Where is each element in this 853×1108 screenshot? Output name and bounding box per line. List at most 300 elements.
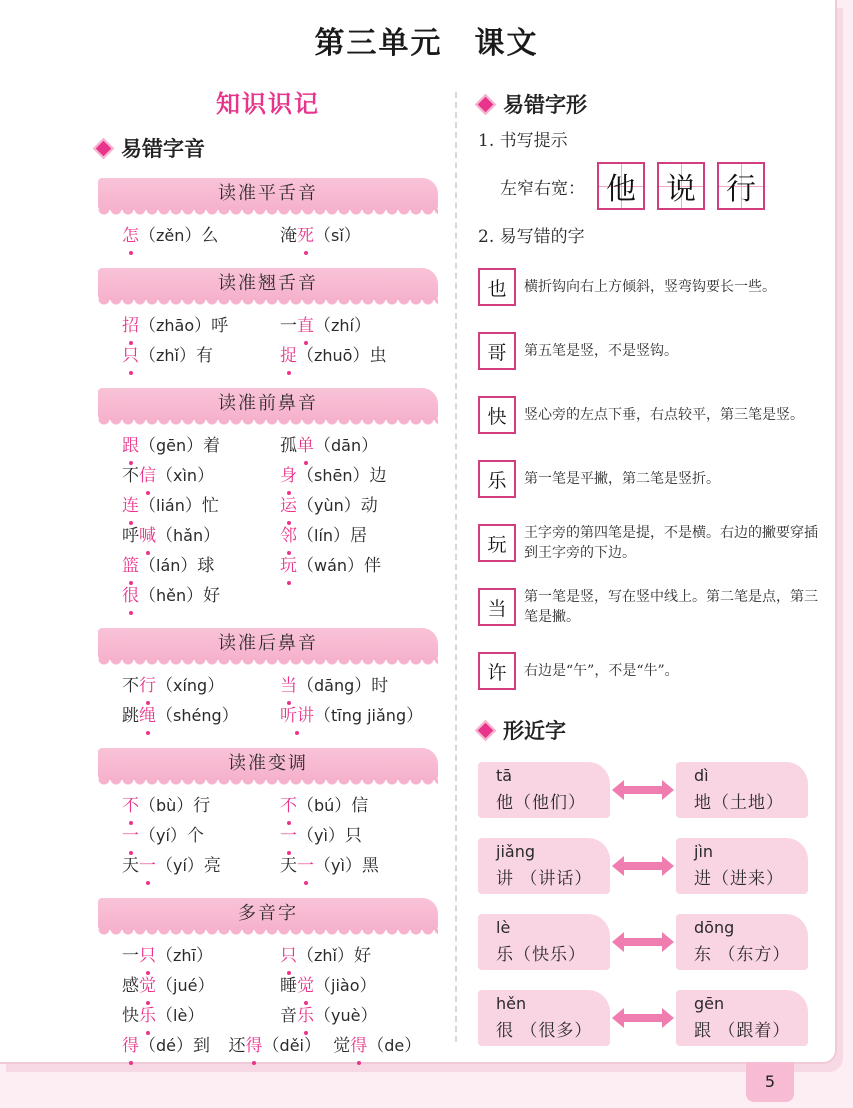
open-paren: （: [139, 225, 156, 246]
item-pinyin: zhǐ: [156, 345, 179, 365]
wide-char-box: 说: [657, 162, 705, 210]
item-suffix: 亮: [203, 855, 221, 876]
item-prefix: 觉: [333, 1035, 351, 1056]
close-paren: ）: [359, 975, 377, 996]
similar-card-left: [478, 838, 610, 894]
open-paren: （: [262, 1035, 280, 1056]
item-prefix: 音: [280, 1005, 297, 1026]
item-highlight: 当: [280, 675, 297, 696]
pron-item: [122, 461, 280, 486]
similar-pair: [478, 990, 828, 1046]
close-paren: ）: [327, 825, 345, 846]
pron-item: [122, 491, 280, 516]
pron-row: [122, 968, 438, 998]
close-paren: ）: [354, 675, 372, 696]
group-band: 读准平舌音: [98, 178, 438, 210]
item-prefix: 快: [122, 1005, 139, 1026]
item-pinyin: shéng: [173, 705, 222, 725]
pron-row: [122, 1028, 438, 1058]
item-pinyin: zhuō: [314, 345, 353, 365]
close-paren: ）: [197, 975, 215, 996]
item-highlight: 不: [280, 795, 297, 816]
similar-pair: [478, 762, 828, 818]
pron-row: [122, 428, 438, 458]
item-suffix: 边: [369, 465, 387, 486]
tip-char-box: 哥: [478, 332, 516, 370]
item-pinyin: dé: [156, 1035, 176, 1055]
item-highlight: 行: [139, 675, 156, 696]
pron-item: [280, 221, 438, 246]
tip-row: [478, 262, 828, 312]
tip-row: [478, 390, 828, 440]
mistake-tips: [478, 262, 828, 696]
pronunciation-groups: [98, 178, 438, 1068]
open-paren: （: [314, 435, 331, 456]
pronunciation-heading-label: 易错字音: [121, 137, 205, 161]
item-prefix: 不: [122, 675, 139, 696]
item-prefix: 一: [122, 945, 139, 966]
close-paren: ）: [221, 705, 239, 726]
similar-card-right: [676, 838, 808, 894]
close-paren: ）: [176, 1035, 193, 1056]
diamond-icon: [475, 93, 496, 114]
close-paren: ）: [180, 555, 198, 576]
item-pinyin: zhǐ: [314, 945, 337, 965]
group-band: 读准翘舌音: [98, 268, 438, 300]
close-paren: ）: [353, 315, 371, 336]
pron-item: [280, 941, 438, 966]
item-pinyin: gēn: [156, 435, 187, 455]
item-highlight: 一: [297, 855, 314, 876]
pron-group: [98, 628, 438, 738]
pron-row: [122, 998, 438, 1028]
knowledge-heading: 知识识记: [216, 90, 320, 118]
item-suffix: 动: [360, 495, 378, 516]
group-rows: [98, 930, 438, 1068]
card-word: 讲 （讲话）: [496, 869, 593, 889]
pron-group: [98, 268, 438, 378]
tip-row: [478, 646, 828, 696]
open-paren: （: [156, 975, 173, 996]
pron-item: [280, 551, 438, 576]
pron-group: [98, 898, 438, 1068]
item-highlight: 篮: [122, 555, 139, 576]
item-prefix: 天: [280, 855, 297, 876]
wide-char-box: 行: [717, 162, 765, 210]
double-arrow-icon: [612, 1006, 674, 1030]
tip-char-box: 玩: [478, 524, 516, 562]
tip-text: 第一笔是平撇，第二笔是竖折。: [524, 471, 720, 487]
close-paren: ）: [203, 525, 221, 546]
pron-item: [333, 1031, 438, 1056]
tip-char-box: 当: [478, 588, 516, 626]
item-highlight: 绳: [139, 705, 156, 726]
item-highlight: 得: [350, 1035, 368, 1056]
wide-char-box: 他: [597, 162, 645, 210]
item-highlight: 觉: [297, 975, 314, 996]
item-highlight: 身: [280, 465, 297, 486]
open-paren: （: [139, 345, 156, 366]
close-paren: ）: [195, 945, 213, 966]
pron-item: [122, 551, 280, 576]
close-paren: ）: [178, 345, 196, 366]
pron-item: [280, 461, 438, 486]
item-highlight: 得: [245, 1035, 263, 1056]
open-paren: （: [139, 825, 156, 846]
item-pinyin: yí: [173, 855, 187, 875]
close-paren: ）: [404, 1035, 422, 1056]
close-paren: ）: [333, 525, 351, 546]
item-pinyin: dāng: [314, 675, 355, 695]
item-highlight: 玩: [280, 555, 297, 576]
tip-row: [478, 518, 828, 568]
item-prefix: 跳: [122, 705, 139, 726]
double-arrow-icon: [612, 778, 674, 802]
column-divider: [455, 92, 457, 1042]
item-suffix: 个: [186, 825, 204, 846]
item-highlight: 一: [139, 855, 156, 876]
similar-card-left: [478, 990, 610, 1046]
card-pinyin: dōng: [694, 918, 735, 937]
close-paren: ）: [186, 585, 204, 606]
similar-pair: [478, 838, 828, 894]
item-prefix: 天: [122, 855, 139, 876]
open-paren: （: [297, 465, 314, 486]
card-pinyin: lè: [496, 918, 511, 937]
item-prefix: 感: [122, 975, 139, 996]
item-suffix: 么: [201, 225, 219, 246]
diamond-icon: [93, 137, 114, 158]
item-pinyin: tīng jiǎng: [331, 705, 407, 725]
item-pinyin: xíng: [173, 675, 208, 695]
pron-item: [122, 671, 280, 696]
close-paren: ）: [303, 1035, 321, 1056]
card-word: 跟 （跟着）: [694, 1021, 791, 1041]
pron-row: [122, 818, 438, 848]
close-paren: ）: [184, 225, 202, 246]
pron-item: [122, 971, 280, 996]
item-highlight: 邻: [280, 525, 297, 546]
open-paren: （: [139, 495, 156, 516]
page-number: 5: [746, 1062, 794, 1102]
open-paren: （: [297, 945, 314, 966]
pron-group: [98, 388, 438, 618]
close-paren: ）: [360, 1005, 378, 1026]
close-paren: ）: [336, 945, 354, 966]
item-pinyin: shēn: [314, 465, 353, 485]
item-prefix: 一: [280, 315, 297, 336]
tip-char-box: 乐: [478, 460, 516, 498]
tip-text: 横折钩向右上方倾斜，竖弯钩要长一些。: [524, 279, 776, 295]
item-suffix: 时: [371, 675, 389, 696]
tip-text: 右边是“午”，不是“牛”。: [524, 663, 679, 679]
item-suffix: 有: [195, 345, 213, 366]
item-highlight: 觉: [139, 975, 156, 996]
group-rows: [98, 420, 438, 618]
item-highlight: 得: [122, 1035, 139, 1056]
diamond-icon: [475, 719, 496, 740]
pron-row: [122, 668, 438, 698]
item-highlight: 只: [280, 945, 297, 966]
close-paren: ）: [352, 345, 370, 366]
item-pinyin: yì: [331, 855, 345, 875]
item-prefix: 还: [228, 1035, 246, 1056]
pron-item: [280, 791, 438, 816]
item-pinyin: bù: [156, 795, 177, 815]
card-pinyin: jiǎng: [496, 842, 535, 861]
close-paren: ）: [184, 495, 202, 516]
pron-item: [122, 221, 280, 246]
close-paren: ）: [343, 495, 361, 516]
pron-item: [122, 521, 280, 546]
open-paren: （: [297, 495, 314, 516]
item-pinyin: lán: [156, 555, 181, 575]
tip-row: [478, 454, 828, 504]
tip-text: 第五笔是竖，不是竖钩。: [524, 343, 678, 359]
pron-item: [122, 341, 280, 366]
close-paren: ）: [406, 705, 424, 726]
pron-item: [280, 491, 438, 516]
open-paren: （: [139, 1035, 156, 1056]
close-paren: ）: [194, 315, 212, 336]
item-prefix: 睡: [280, 975, 297, 996]
open-paren: （: [139, 315, 156, 336]
item-suffix: 黑: [361, 855, 379, 876]
group-band: 读准后鼻音: [98, 628, 438, 660]
group-rows: [98, 780, 438, 888]
item-highlight: 直: [297, 315, 314, 336]
double-arrow-icon: [612, 854, 674, 878]
item-pinyin: sǐ: [331, 225, 344, 245]
card-word: 乐（快乐）: [496, 945, 586, 965]
item-suffix: 着: [203, 435, 221, 456]
card-word: 东 （东方）: [694, 945, 791, 965]
item-pinyin: zhí: [331, 315, 354, 335]
item-pinyin: de: [384, 1035, 405, 1055]
pron-item: [280, 851, 438, 876]
item-suffix: 行: [193, 795, 211, 816]
pron-item: [122, 851, 280, 876]
open-paren: （: [156, 945, 173, 966]
tip-char-box: 许: [478, 652, 516, 690]
pron-item: [280, 311, 438, 336]
item-highlight: 喊: [139, 525, 156, 546]
similar-card-left: [478, 914, 610, 970]
pron-row: [122, 848, 438, 878]
item-pinyin: dān: [331, 435, 362, 455]
card-word: 地（土地）: [694, 793, 784, 813]
item-highlight: 一: [122, 825, 139, 846]
close-paren: ）: [347, 555, 365, 576]
group-rows: [98, 300, 438, 378]
similar-pair: [478, 914, 828, 970]
pron-row: [122, 308, 438, 338]
close-paren: ）: [176, 795, 194, 816]
pron-item: [122, 821, 280, 846]
pron-row: [122, 488, 438, 518]
item-suffix: 虫: [369, 345, 387, 366]
open-paren: （: [314, 855, 331, 876]
pron-item: [280, 521, 438, 546]
item-pinyin: zěn: [156, 225, 185, 245]
item-pinyin: hěn: [156, 585, 187, 605]
close-paren: ）: [187, 1005, 205, 1026]
pron-item: [122, 1001, 280, 1026]
mistake-label: 2. 易写错的字: [478, 227, 585, 247]
glyph-heading: [478, 84, 828, 124]
wide-chars-row: [500, 162, 828, 210]
close-paren: ）: [197, 465, 215, 486]
open-paren: （: [156, 1005, 173, 1026]
open-paren: （: [139, 585, 156, 606]
item-pinyin: hǎn: [173, 525, 204, 545]
item-highlight: 很: [122, 585, 139, 606]
open-paren: （: [367, 1035, 385, 1056]
pron-row: [122, 458, 438, 488]
close-paren: ）: [344, 855, 362, 876]
open-paren: （: [156, 705, 173, 726]
close-paren: ）: [169, 825, 187, 846]
item-prefix: 淹: [280, 225, 297, 246]
group-rows: [98, 210, 438, 258]
item-highlight: 招: [122, 315, 139, 336]
item-highlight: 死: [297, 225, 314, 246]
pron-group: [98, 748, 438, 888]
left-column: [98, 80, 438, 1068]
pron-item: [122, 431, 280, 456]
open-paren: （: [297, 555, 314, 576]
pron-row: [122, 578, 438, 608]
similar-pairs: [478, 762, 828, 1046]
item-highlight: 听讲: [280, 705, 314, 726]
close-paren: ）: [207, 675, 225, 696]
card-pinyin: dì: [694, 766, 709, 785]
item-pinyin: xìn: [173, 465, 198, 485]
pron-item: [280, 1001, 438, 1026]
item-pinyin: yí: [156, 825, 170, 845]
similar-heading-label: 形近字: [503, 719, 566, 743]
open-paren: （: [156, 525, 173, 546]
item-pinyin: děi: [279, 1035, 304, 1055]
wide-label: 左窄右宽：: [500, 178, 585, 199]
pron-item: [229, 1031, 334, 1056]
close-paren: ）: [343, 225, 361, 246]
glyph-heading-label: 易错字形: [503, 93, 587, 117]
double-arrow-icon: [612, 930, 674, 954]
tip-char-box: 快: [478, 396, 516, 434]
item-suffix: 忙: [201, 495, 219, 516]
item-highlight: 乐: [139, 1005, 156, 1026]
item-prefix: 孤: [280, 435, 297, 456]
pron-item: [280, 701, 438, 726]
pron-row: [122, 338, 438, 368]
pron-item: [280, 821, 438, 846]
tip-row: [478, 582, 828, 632]
item-highlight: 一: [280, 825, 297, 846]
item-suffix: 呼: [211, 315, 229, 336]
item-highlight: 乐: [297, 1005, 314, 1026]
tip-text: 第一笔是竖，写在竖中线上。第二笔是点，第三笔是撇。: [524, 589, 818, 625]
open-paren: （: [156, 855, 173, 876]
pron-item: [122, 581, 317, 606]
tip-text: 王字旁的第四笔是提，不是横。右边的撇要穿插到王字旁的下边。: [524, 525, 818, 561]
item-prefix: 呼: [122, 525, 139, 546]
pron-row: [122, 218, 438, 248]
item-highlight: 只: [139, 945, 156, 966]
close-paren: ）: [361, 435, 379, 456]
tip-text: 竖心旁的左点下垂，右点较平，第三笔是竖。: [524, 407, 804, 423]
pronunciation-heading: [96, 128, 438, 168]
similar-card-left: [478, 762, 610, 818]
item-prefix: 不: [122, 465, 139, 486]
pron-row: [122, 698, 438, 728]
item-pinyin: lín: [314, 525, 334, 545]
tip-row: [478, 326, 828, 376]
item-highlight: 跟: [122, 435, 139, 456]
item-pinyin: zhī: [173, 945, 196, 965]
close-paren: ）: [186, 435, 204, 456]
similar-heading: [478, 710, 828, 750]
item-pinyin: lián: [156, 495, 185, 515]
pron-item: [280, 431, 438, 456]
item-pinyin: bú: [314, 795, 335, 815]
item-pinyin: yuè: [331, 1005, 361, 1025]
item-highlight: 只: [122, 345, 139, 366]
item-highlight: 单: [297, 435, 314, 456]
item-pinyin: jué: [173, 975, 198, 995]
open-paren: （: [314, 975, 331, 996]
item-pinyin: wán: [314, 555, 348, 575]
group-band: 读准变调: [98, 748, 438, 780]
item-suffix: 球: [197, 555, 215, 576]
item-highlight: 信: [139, 465, 156, 486]
close-paren: ）: [352, 465, 370, 486]
open-paren: （: [139, 555, 156, 576]
item-suffix: 好: [203, 585, 221, 606]
tip-char-box: 也: [478, 268, 516, 306]
pron-item: [122, 1031, 229, 1056]
item-suffix: 信: [351, 795, 369, 816]
card-word: 他（他们）: [496, 793, 586, 813]
open-paren: （: [156, 675, 173, 696]
open-paren: （: [139, 435, 156, 456]
open-paren: （: [297, 825, 314, 846]
hint-label: 1. 书写提示: [478, 131, 568, 151]
pron-item: [280, 671, 438, 696]
open-paren: （: [297, 795, 314, 816]
pron-item: [280, 971, 438, 996]
pron-row: [122, 788, 438, 818]
item-pinyin: jiào: [331, 975, 360, 995]
group-band: 读准前鼻音: [98, 388, 438, 420]
open-paren: （: [297, 525, 314, 546]
item-pinyin: lè: [173, 1005, 188, 1025]
pron-row: [122, 548, 438, 578]
pron-item: [122, 791, 280, 816]
similar-card-right: [676, 762, 808, 818]
item-suffix: 居: [350, 525, 368, 546]
open-paren: （: [314, 705, 331, 726]
pron-row: [122, 938, 438, 968]
pron-group: [98, 178, 438, 258]
pron-item: [122, 311, 280, 336]
card-word: 进（进来）: [694, 869, 784, 889]
pron-row: [122, 518, 438, 548]
group-rows: [98, 660, 438, 738]
group-band: 多音字: [98, 898, 438, 930]
right-column: [478, 80, 828, 1066]
item-highlight: 怎: [122, 225, 139, 246]
